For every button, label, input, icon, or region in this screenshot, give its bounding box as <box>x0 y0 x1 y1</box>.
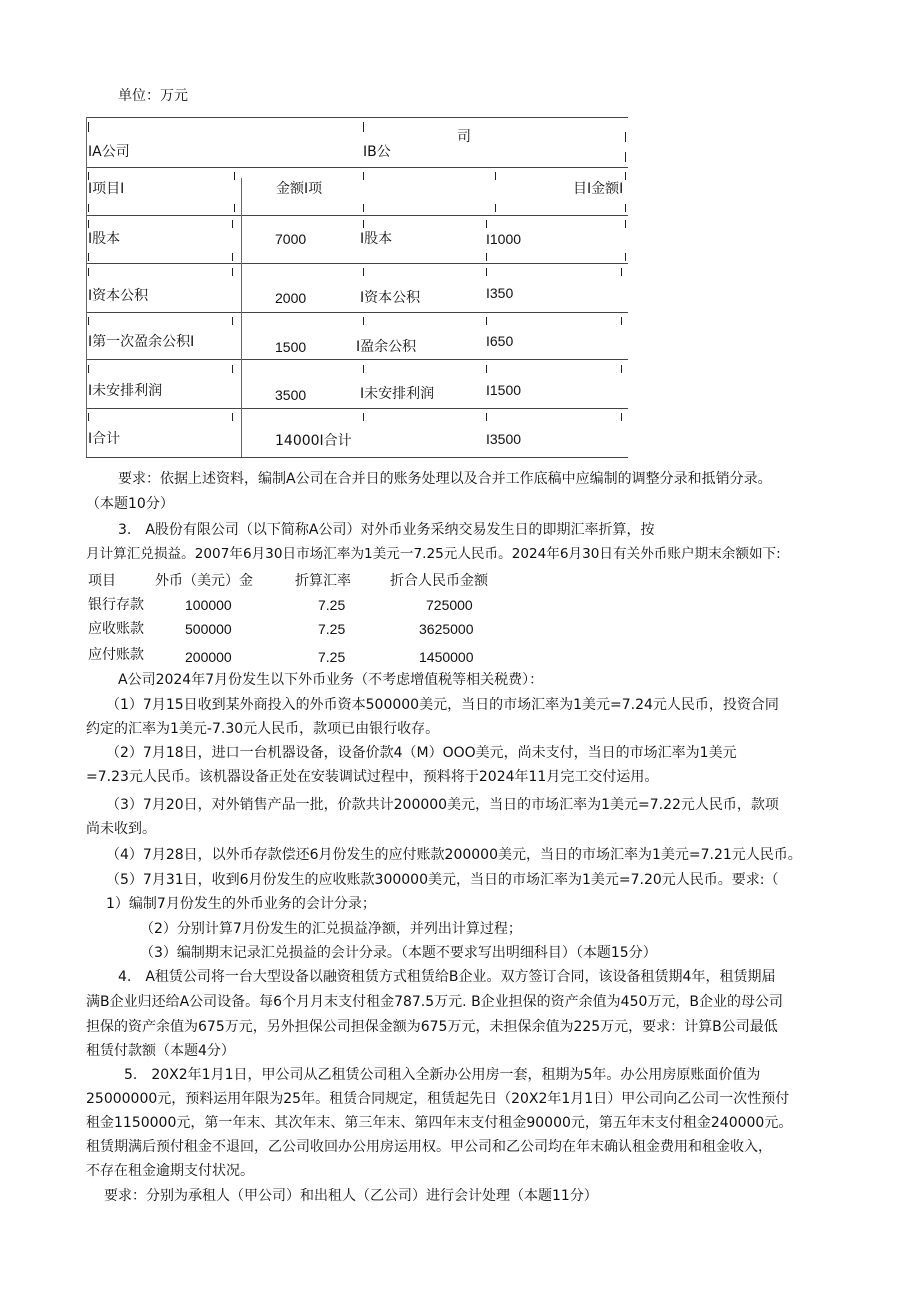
cell-a-item: I未安排利润 <box>88 383 163 399</box>
cell-a-item: I第一次盈余公积I <box>88 334 195 350</box>
cell-a-amount: 2000 <box>275 290 307 306</box>
tick <box>363 220 364 228</box>
cell-a-item: I股本 <box>88 231 121 247</box>
q3-item-1a: （1）7月15日收到某外商投入的外币资本500000美元，当日的市场汇率为1美元=7.24元人民币，投资合同 <box>106 697 779 713</box>
tick <box>88 220 89 228</box>
tick <box>88 413 89 421</box>
table-rule <box>86 359 628 360</box>
fx-cell-rate: 7.25 <box>318 621 346 637</box>
fx-cell-usd: 100000 <box>185 597 232 613</box>
q5-requirement: 要求：分别为承租人（甲公司）和出租人（乙公司）进行会计处理（本题11分） <box>104 1188 598 1204</box>
table-border-left <box>86 117 87 457</box>
tick <box>621 413 622 421</box>
q4-line4: 租赁付款额（本题4分） <box>86 1043 235 1059</box>
unit-label: 单位：万元 <box>118 88 188 104</box>
fx-header-foreign-amount: 外币（美元）金 <box>155 573 253 589</box>
fx-cell-rmb: 725000 <box>426 597 473 613</box>
fx-cell-item: 银行存款 <box>88 597 144 613</box>
table-rule <box>86 215 628 216</box>
cell-a-amount: 1500 <box>275 339 307 355</box>
cell-b-item: I股本 <box>360 231 393 247</box>
table-rule <box>86 167 628 168</box>
fx-header-rmb-amount: 折合人民币金额 <box>390 573 488 589</box>
q5-line4: 租赁期满后预付租金不退回，乙公司收回办公用房运用权。甲公司和乙公司均在年末确认租金费用和租金收入， <box>86 1139 772 1155</box>
tick <box>88 317 89 325</box>
tick <box>486 317 487 325</box>
fx-cell-rate: 7.25 <box>318 649 346 665</box>
q3-intro: A公司2024年7月份发生以下外币业务（不考虑增值税等相关税费）： <box>118 672 544 688</box>
header-b-company-suffix: 司 <box>457 129 471 145</box>
tick <box>88 172 89 180</box>
q3-item-5: （5）7月31日，收到6月份发生的应收账款300000美元，当日的市场汇率为1美元=7.20元人民币。要求:（ <box>106 872 779 888</box>
tick <box>621 317 622 325</box>
cell-b-amount: I350 <box>486 285 514 301</box>
fx-cell-item: 应付账款 <box>88 647 144 663</box>
q4-line2: 满B企业归还给A公司设备。每6个月月末支付租金787.5万元. B企业担保的资产余值为450万元，B企业的母公司 <box>86 994 783 1010</box>
q3-item-2b: =7.23元人民币。该机器设备正处在安装调试过程中，预料将于2024年11月完工交付运用。 <box>86 769 659 785</box>
tick <box>363 317 364 325</box>
cell-a-item: I资本公积 <box>88 288 149 304</box>
q3-item-3a: （3）7月20日，对外销售产品一批，价款共计200000美元，当日的市场汇率为1美元=7.22元人民币，款项 <box>106 797 779 813</box>
q3-req-2: （2）分别计算7月份发生的汇兑损益净额，并列出计算过程； <box>140 921 522 937</box>
fx-cell-rmb: 3625000 <box>419 621 474 637</box>
subheader-b-item-amount: 目I金额I <box>573 181 624 197</box>
tick <box>625 132 626 142</box>
tick <box>625 253 626 261</box>
cell-b-amount: I650 <box>486 333 514 349</box>
table-rule <box>86 117 628 118</box>
table-rule <box>86 312 628 313</box>
cell-a-item: I合计 <box>88 431 121 447</box>
q4-line3: 担保的资产余值为675万元，另外担保公司担保金额为675万元，未担保余值为225万元，要求：计算B公司最低 <box>86 1019 778 1035</box>
q4-line1: 4. A租赁公司将一台大型设备以融资租赁方式租赁给B企业。双方签订合同，该设备租赁期4年，租赁期届 <box>118 969 776 985</box>
q5-line3: 租金1150000元，第一年末、其次年末、第三年末、第四年末支付租金90000元，第五年末支付租金240000元。 <box>86 1115 793 1131</box>
tick <box>88 122 89 132</box>
fx-cell-usd: 500000 <box>185 621 232 637</box>
q3-item-1b: 约定的汇率为1美元-7.30元人民币，款项已由银行收存。 <box>86 721 440 737</box>
tick <box>625 204 626 212</box>
q3-item-2a: （2）7月18日，进口一台机器设备，设备价款4（M）OOO美元，尚未支付，当日的市场汇率为1美元 <box>106 745 737 761</box>
cell-b-amount: I1500 <box>486 382 522 398</box>
header-a-company: IA公司 <box>88 144 130 160</box>
tick <box>88 204 89 212</box>
tick <box>232 317 233 325</box>
cell-b-amount: I3500 <box>486 431 522 447</box>
q3-req-3: （3）编制期末记录汇兑损益的会计分录。（本题不要求写出明细科目）（本题15分） <box>140 945 657 961</box>
tick <box>495 204 496 212</box>
tick <box>88 365 89 373</box>
tick <box>234 172 235 180</box>
header-b-company: IB公 <box>363 144 391 160</box>
tick <box>88 268 89 276</box>
cell-a-amount: 7000 <box>275 231 307 247</box>
q3-item-3b: 尚未收到。 <box>86 821 156 837</box>
tick <box>88 253 89 261</box>
tick <box>625 152 626 162</box>
tick <box>363 204 364 212</box>
tick <box>495 172 496 180</box>
table-divider <box>241 178 242 457</box>
fx-cell-usd: 200000 <box>185 649 232 665</box>
q3-item-4: （4）7月28日，以外币存款偿还6月份发生的应付账款200000美元，当日的市场汇率为1美元=7.21元人民币。 <box>106 847 802 863</box>
q3-req-1: 1）编制7月份发生的外币业务的会计分录； <box>106 896 376 912</box>
q5-line2: 25000000元，预料运用年限为25年。租赁合同规定，租赁起先日（20X2年1月1日）甲公司向乙公司一次性预付 <box>86 1091 790 1107</box>
tick <box>625 220 626 228</box>
q5-line1: 5. 20X2年1月1日，甲公司从乙租赁公司租入全新办公用房一套，租期为5年。办公用房原账面价值为 <box>124 1067 761 1083</box>
q3-line2: 月计算汇兑损益。2007年6月30日市场汇率为1美元一7.25元人民币。2024年6月30日有关外币账户期末余额如下: <box>86 546 781 562</box>
table-rule <box>86 457 628 458</box>
tick <box>363 172 364 180</box>
fx-header-item: 项目 <box>88 573 116 589</box>
fx-header-rate: 折算汇率 <box>295 573 351 589</box>
q3-line1: 3. A股份有限公司（以下简称A公司）对外币业务采纳交易发生日的即期汇率折算，按 <box>118 522 655 538</box>
tick <box>486 268 487 276</box>
table-rule <box>86 263 628 264</box>
tick <box>363 268 364 276</box>
cell-a-amount: 14000I合计 <box>275 433 352 449</box>
tick <box>232 220 233 228</box>
table-rule <box>86 408 628 409</box>
fx-cell-rmb: 1450000 <box>419 649 474 665</box>
fx-cell-rate: 7.25 <box>318 597 346 613</box>
tick <box>363 413 364 421</box>
fx-cell-item: 应收账款 <box>88 621 144 637</box>
tick <box>363 365 364 373</box>
subheader-a-item: I项目I <box>88 181 125 197</box>
cell-b-item: I盈余公积 <box>356 339 417 355</box>
tick <box>486 413 487 421</box>
q5-line5: 不存在租金逾期支付状况。 <box>86 1163 254 1179</box>
tick <box>625 172 626 180</box>
tick <box>621 268 622 276</box>
tick <box>621 365 622 373</box>
tick <box>486 365 487 373</box>
tick <box>234 204 235 212</box>
cell-b-item: I资本公积 <box>360 290 421 306</box>
subheader-a-amount-b-item: 金额I项 <box>276 181 323 197</box>
q2-points: （本题10分） <box>86 496 174 512</box>
tick <box>232 365 233 373</box>
cell-b-amount: I1000 <box>486 231 522 247</box>
tick <box>232 268 233 276</box>
tick <box>232 413 233 421</box>
tick <box>363 122 364 132</box>
cell-a-amount: 3500 <box>275 387 307 403</box>
tick <box>232 253 233 261</box>
tick <box>486 220 487 228</box>
tick <box>486 253 487 261</box>
cell-b-item: I未安排利润 <box>360 386 435 402</box>
q2-requirement: 要求：依据上述资料，编制A公司在合并日的账务处理以及合并工作底稿中应编制的调整分录和抵销分录。 <box>118 471 772 487</box>
